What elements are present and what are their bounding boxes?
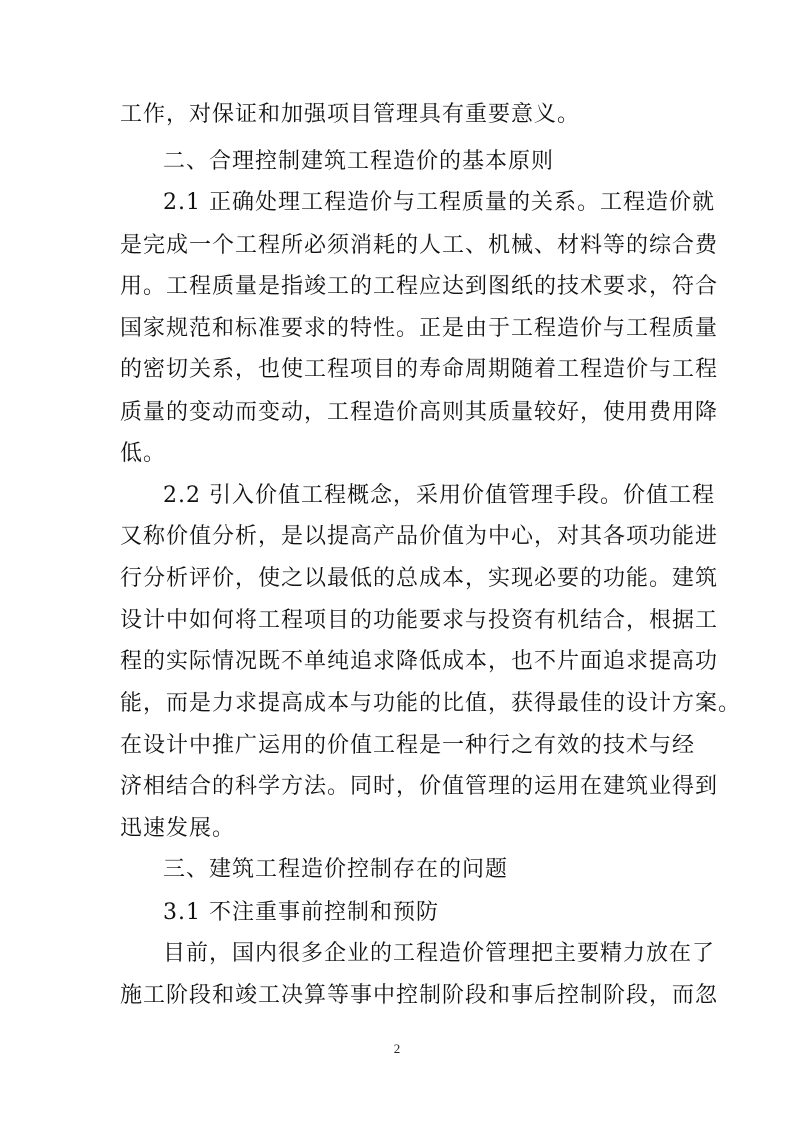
paragraph-line: 工作，对保证和加强项目管理具有重要意义。 [120, 102, 581, 127]
paragraph-line: 能，而是力求提高成本与功能的比值，获得最佳的设计方案。 [120, 691, 742, 716]
paragraph-line: 施工阶段和竣工决算等事中控制阶段和事后控制阶段，而忽 [120, 983, 719, 1008]
page-number: 2 [393, 1041, 401, 1056]
paragraph-line: 程的实际情况既不单纯追求降低成本，也不片面追求提高功 [120, 649, 719, 674]
paragraph-line: 行分析评价，使之以最低的总成本，实现必要的功能。建筑 [120, 566, 719, 591]
paragraph-line: 国家规范和标准要求的特性。正是由于工程造价与工程质量 [120, 316, 719, 341]
paragraph-line: 2.2 引入价值工程概念，采用价值管理手段。价值工程 [163, 483, 715, 508]
section-heading: 三、建筑工程造价控制存在的问题 [163, 857, 509, 882]
paragraph-line: 用。工程质量是指竣工的工程应达到图纸的技术要求，符合 [120, 274, 719, 299]
paragraph-line: 质量的变动而变动，工程造价高则其质量较好，使用费用降 [120, 400, 719, 425]
subsection-heading: 3.1 不注重事前控制和预防 [163, 900, 439, 925]
section-heading: 二、合理控制建筑工程造价的基本原则 [163, 149, 555, 174]
paragraph-line: 低。 [120, 441, 167, 466]
paragraph-line: 设计中如何将工程项目的功能要求与投资有机结合，根据工 [120, 608, 719, 633]
paragraph-line: 在设计中推广运用的价值工程是一种行之有效的技术与经 [120, 733, 696, 758]
paragraph-line: 目前，国内很多企业的工程造价管理把主要精力放在了 [163, 941, 716, 966]
paragraph-line: 又称价值分析，是以提高产品价值为中心，对其各项功能进 [120, 524, 719, 549]
paragraph-line: 的密切关系，也使工程项目的寿命周期随着工程造价与工程 [120, 357, 719, 382]
paragraph-line: 济相结合的科学方法。同时，价值管理的运用在建筑业得到 [120, 774, 719, 799]
paragraph-line: 是完成一个工程所必须消耗的人工、机械、材料等的综合费 [120, 233, 719, 258]
paragraph-line: 迅速发展。 [120, 816, 236, 841]
paragraph-line: 2.1 正确处理工程造价与工程质量的关系。工程造价就 [163, 190, 715, 215]
